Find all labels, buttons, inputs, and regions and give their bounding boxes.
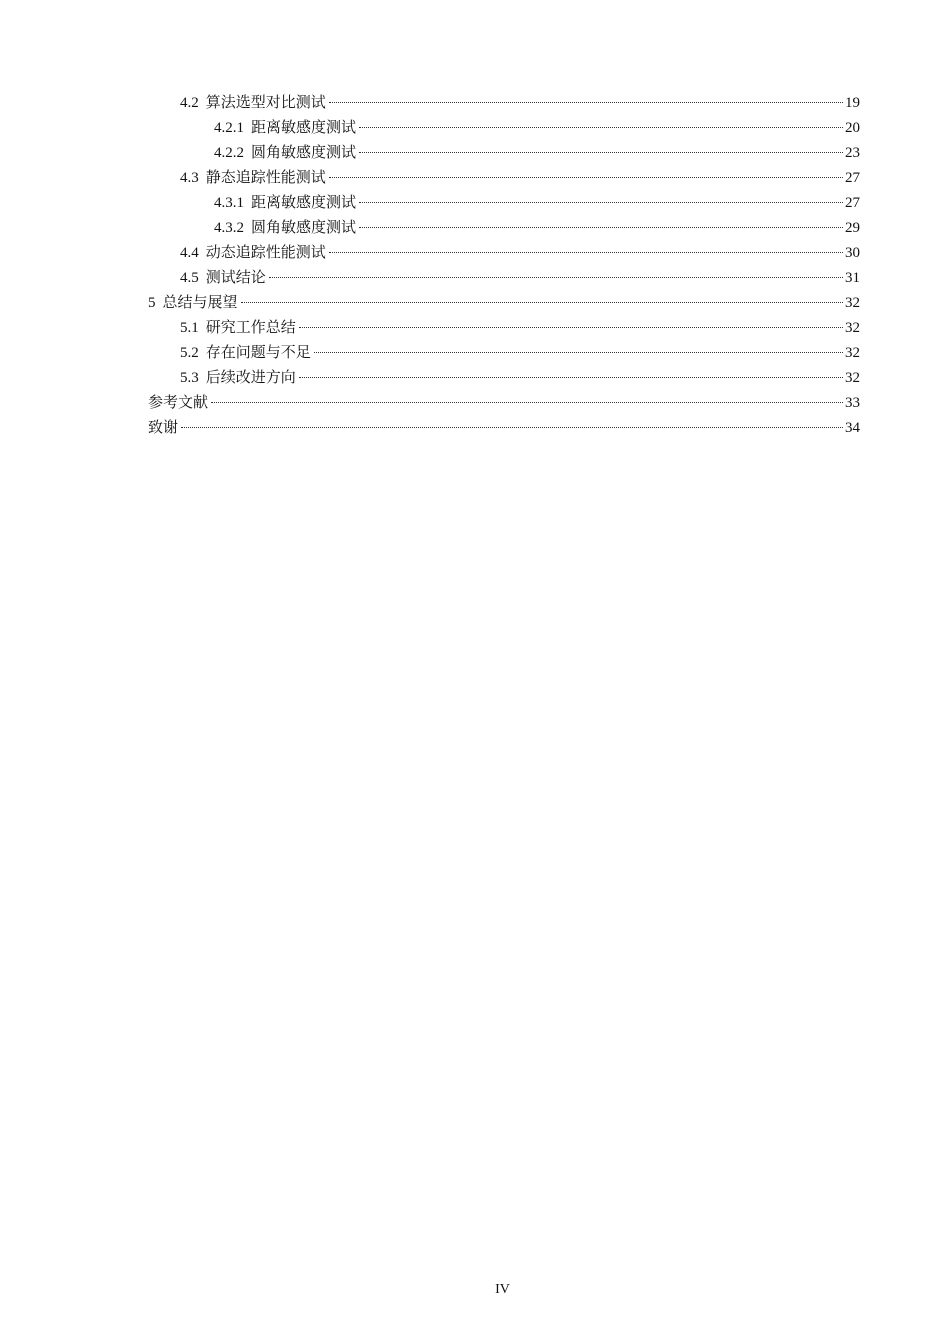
toc-entry-number: 4.2.1 <box>214 120 244 136</box>
dot-leader <box>299 327 843 328</box>
toc-entry[interactable] <box>148 116 860 141</box>
toc-entry-title: 测试结论 <box>205 270 266 286</box>
toc-entry[interactable] <box>148 241 860 266</box>
toc-entry[interactable] <box>148 91 860 116</box>
toc-entry-page: 32 <box>845 370 860 386</box>
toc-entry[interactable] <box>148 316 860 341</box>
toc-entry-number: 5 <box>148 295 156 311</box>
toc-entry-title: 动态追踪性能测试 <box>205 245 326 261</box>
dot-leader <box>211 402 843 403</box>
toc-entry-number: 5.2 <box>180 345 199 361</box>
dot-leader <box>359 227 843 228</box>
toc-entry-number: 4.3.1 <box>214 195 244 211</box>
toc-entry-title: 距离敏感度测试 <box>251 195 357 211</box>
dot-leader <box>359 152 843 153</box>
toc-entry[interactable] <box>148 266 860 291</box>
toc-entry-page: 29 <box>845 220 860 236</box>
toc-entry-number: 5.3 <box>180 370 199 386</box>
toc-entry[interactable] <box>148 166 860 191</box>
toc-entry-number: 4.4 <box>180 245 199 261</box>
toc-entry-number: 5.1 <box>180 320 199 336</box>
toc-entry-title: 距离敏感度测试 <box>251 120 357 136</box>
toc-entry-page: 27 <box>845 170 860 186</box>
toc-entry-title: 圆角敏感度测试 <box>251 145 357 161</box>
dot-leader <box>329 252 843 253</box>
toc-entry-title: 研究工作总结 <box>205 320 296 336</box>
toc-entry-title: 后续改进方向 <box>205 370 296 386</box>
table-of-contents <box>148 91 860 441</box>
toc-entry-page: 32 <box>845 345 860 361</box>
dot-leader <box>359 202 843 203</box>
dot-leader <box>181 427 843 428</box>
dot-leader <box>314 352 843 353</box>
toc-entry-title: 静态追踪性能测试 <box>205 170 326 186</box>
toc-entry[interactable] <box>148 341 860 366</box>
toc-entry[interactable] <box>148 141 860 166</box>
toc-entry[interactable] <box>148 366 860 391</box>
toc-entry-number: 4.3.2 <box>214 220 244 236</box>
footer-page-number: IV <box>495 1282 510 1297</box>
toc-entry[interactable] <box>148 291 860 316</box>
toc-entry-page: 20 <box>845 120 860 136</box>
toc-entry-page: 32 <box>845 295 860 311</box>
toc-entry[interactable] <box>148 216 860 241</box>
toc-entry[interactable] <box>148 416 860 441</box>
toc-entry-title: 圆角敏感度测试 <box>251 220 357 236</box>
toc-entry-page: 27 <box>845 195 860 211</box>
toc-entry-page: 34 <box>845 420 860 436</box>
dot-leader <box>241 302 843 303</box>
toc-entry-page: 19 <box>845 95 860 111</box>
toc-entry-title: 存在问题与不足 <box>205 345 311 361</box>
toc-entry-title: 参考文献 <box>148 395 209 411</box>
dot-leader <box>299 377 843 378</box>
toc-entry-number: 4.2 <box>180 95 199 111</box>
toc-entry-page: 30 <box>845 245 860 261</box>
toc-entry-page: 23 <box>845 145 860 161</box>
toc-entry-title: 总结与展望 <box>162 295 238 311</box>
toc-entry-page: 33 <box>845 395 860 411</box>
toc-entry-title: 致谢 <box>148 420 179 436</box>
toc-entry-number: 4.3 <box>180 170 199 186</box>
toc-entry[interactable] <box>148 191 860 216</box>
dot-leader <box>269 277 843 278</box>
dot-leader <box>359 127 843 128</box>
dot-leader <box>329 102 843 103</box>
dot-leader <box>329 177 843 178</box>
toc-entry[interactable] <box>148 391 860 416</box>
toc-entry-page: 31 <box>845 270 860 286</box>
toc-entry-page: 32 <box>845 320 860 336</box>
toc-entry-number: 4.5 <box>180 270 199 286</box>
toc-entry-title: 算法选型对比测试 <box>205 95 326 111</box>
toc-entry-number: 4.2.2 <box>214 145 244 161</box>
